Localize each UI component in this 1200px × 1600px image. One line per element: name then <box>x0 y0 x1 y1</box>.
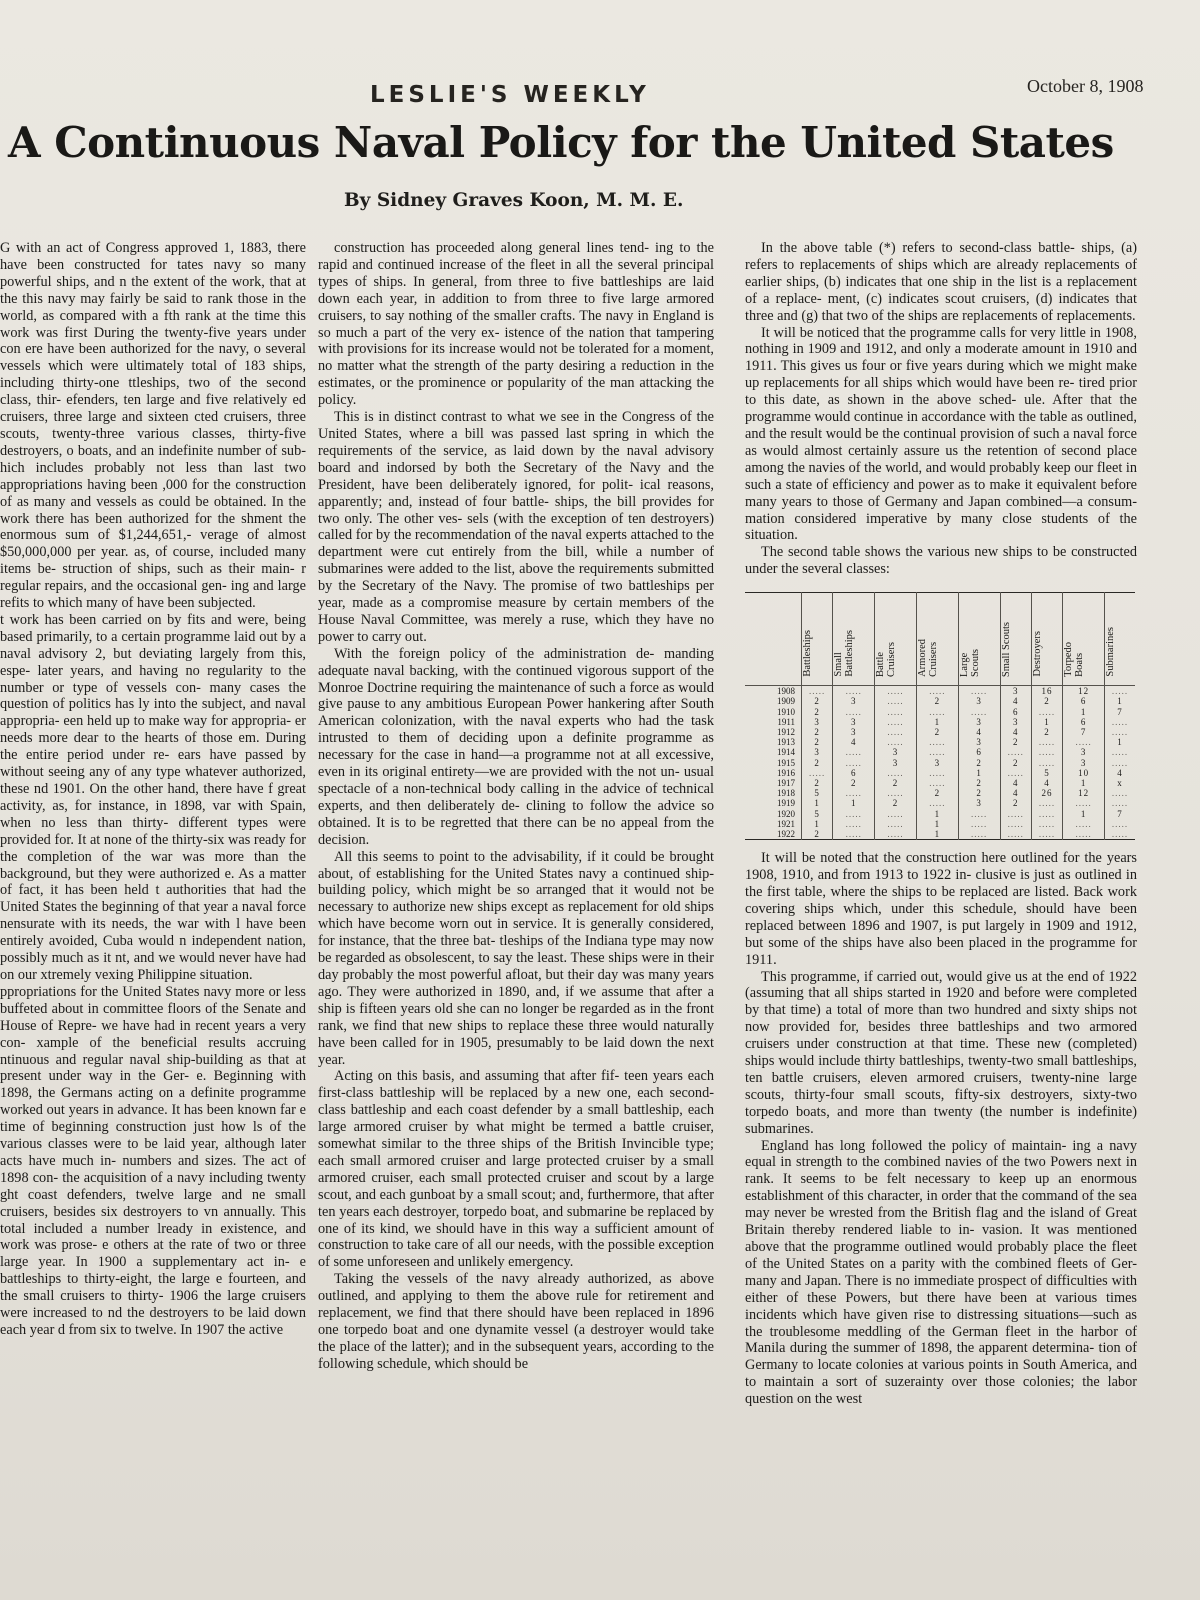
table-cell: 2 <box>802 707 833 717</box>
table-cell: ..... <box>958 809 1000 819</box>
table-cell: 1 <box>916 717 958 727</box>
table-cell: ..... <box>1000 809 1031 819</box>
table-cell: 2 <box>802 778 833 788</box>
table-cell: 7 <box>1105 707 1135 717</box>
table-cell: 1 <box>802 798 833 808</box>
table-cell: 2 <box>916 788 958 798</box>
table-header-battleships <box>802 593 833 686</box>
column-2-paragraph: Acting on this basis, and assuming that after fif- teen years each first-class battleship will be replaced by a new one, each second-class battleship and each coast defender by a small battleship, each large armored cruiser by what might be termed a battle cruiser, somewhat similar to the three ships of the British Invincible type; each small armored cruiser and large protected cruiser by a small armored cruiser, each small protected cruiser and scout by a large scout, and each gunboat by a small scout; and, furthermore, that after ten years each destroyer, torpedo boat, and submarine be replaced by one of its kind, we should have in this way a sufficient amount of construction to take care of all our needs, with the possible exception of some unforeseen and unlikely emergency. <box>318 1068 714 1271</box>
table-header-large-scouts <box>958 593 1000 686</box>
table-cell: x <box>1105 778 1135 788</box>
table-cell: 3 <box>958 798 1000 808</box>
table-cell: 1 <box>1063 809 1105 819</box>
table-cell: 4 <box>1000 727 1031 737</box>
table-year-cell: 1908 <box>777 686 795 697</box>
table-cell: 1 <box>958 768 1000 778</box>
table-cell: ..... <box>1105 829 1135 840</box>
table-cell: 2 <box>833 778 875 788</box>
table-cell: ..... <box>916 707 958 717</box>
table-header-destroyers <box>1031 593 1062 686</box>
table-cell: ..... <box>875 727 917 737</box>
table-cell: 26 <box>1031 788 1062 798</box>
table-cell: 3 <box>875 747 917 757</box>
table-header-row <box>745 593 1135 686</box>
table-cell: 10 <box>1063 768 1105 778</box>
table-cell: 6 <box>958 747 1000 757</box>
table-cell: 6 <box>833 768 875 778</box>
table-year-cell: 1910 <box>777 706 795 717</box>
table-cell: ..... <box>1105 747 1135 757</box>
table-cell: ..... <box>1105 788 1135 798</box>
table-cell: ..... <box>833 819 875 829</box>
table-year-cell: 1922 <box>777 828 795 839</box>
table-cell: 3 <box>833 717 875 727</box>
table-cell: 4 <box>1031 778 1062 788</box>
table-row <box>745 798 1135 808</box>
table-cell: ..... <box>802 768 833 778</box>
table-cell: 2 <box>1031 696 1062 706</box>
table-cell: 4 <box>958 727 1000 737</box>
table-cell: 5 <box>802 809 833 819</box>
table-cell: ..... <box>1063 737 1105 747</box>
table-cell: ..... <box>1000 768 1031 778</box>
column-3-paragraph: England has long followed the policy of maintain- ing a navy equal in strength to the combined navies of the two Powers next in rank. It seems to be felt necessary to keep up an enormous establishment of this character, in order that the command of the sea may never be wrested from the British flag and the island of Great Britain thereby rendered liable to in- vasion. It was mentioned above that the programme outlined would probably place the fleet of the United States on a parity with the combined fleets of Ger- many and Japan. There is no immediate prospect of difficulties with either of these Powers, but there have been at various times incidents which have given rise to distressing situations—such as the troublesome meddling of the German fleet in the harbor of Manila during the summer of 1898, the apparent determina- tion of Germany to locate colonies at various points in South America, and to maintain a sort of suzerainty over those colonies; the labor question on the west <box>745 1137 1137 1408</box>
table-cell: ..... <box>875 717 917 727</box>
column-3-paragraph: It will be noticed that the programme calls for very little in 1908, nothing in 1909 and 1912, and only a moderate amount in 1910 and 1911. This gives us four or five years during which we might make up replacements for all ships which would have been re- tired prior to this date, as shown in the above sched- ule. After that the programme would continue in accordance with the table as outlined, and the result would be the continual provision of such a naval force as would almost certainly assure us the retention of second place among the navies of the world, and would probably keep our fleet in such a state of efficiency and power as to make it equivalent before many years to those of Germany and Japan combined—a consum- mation considered imperative by many close students of the situation. <box>745 324 1137 544</box>
table-cell: 3 <box>1000 717 1031 727</box>
table-year-cell: 1909 <box>777 696 795 707</box>
table-header-label: Battleships <box>802 630 813 677</box>
table-cell: 6 <box>1063 717 1105 727</box>
table-cell: 2 <box>802 727 833 737</box>
table-cell: 2 <box>958 758 1000 768</box>
table-header-label: Battle Cruisers <box>875 641 898 677</box>
table-cell: 2 <box>916 727 958 737</box>
table-cell: 2 <box>875 778 917 788</box>
table-cell: ..... <box>1000 819 1031 829</box>
table-year-cell: 1917 <box>777 777 795 788</box>
table-cell: 2 <box>802 758 833 768</box>
table-cell: 2 <box>802 737 833 747</box>
table-cell: ..... <box>916 737 958 747</box>
column-2-paragraph: construction has proceeded along general lines tend- ing to the rapid and continued increase of the fleet in all the several principal types of ships. In general, from three to five battleships are laid down each year, in addition to from three to five large armored cruisers, to say nothing of the smaller crafts. The navy in England is so much a part of the very ex- istence of the nation that tampering with provisions for its increase would not be tolerated for a moment, no matter what the strength of the party desiring a reduction in the estimates, or the prominence or popularity of the man attacking the policy. <box>318 240 714 409</box>
table-cell: ..... <box>1105 798 1135 808</box>
table-year-cell: 1913 <box>777 737 795 748</box>
table-row <box>745 737 1135 747</box>
table-cell: 2 <box>958 788 1000 798</box>
construction-table-grid <box>745 592 1135 840</box>
table-cell: 1 <box>916 829 958 840</box>
table-cell: 1 <box>916 819 958 829</box>
column-1 <box>0 240 306 1600</box>
table-cell: 1 <box>1105 737 1135 747</box>
table-cell: ..... <box>802 686 833 697</box>
table-cell: 1 <box>802 819 833 829</box>
table-year-cell: 1918 <box>777 788 795 799</box>
table-cell: ..... <box>1031 758 1062 768</box>
table-cell: ..... <box>916 778 958 788</box>
table-cell: 2 <box>958 778 1000 788</box>
table-cell: 3 <box>802 717 833 727</box>
table-cell: ..... <box>1000 747 1031 757</box>
column-1-paragraph: ppropriations for the United States navy more or less buffeted about in committee floors of the Senate and House of Repre- we have had in recent years a very con- xample of the beneficial results accruing ntinuous and regular naval ship-building as that at present under way in the Ger- e. Beginning with 1898, the Germans acting on a definite programme worked out years in advance. It has been known far e time of beginning construction just how ls of the various classes were to be laid year, although later acts have much in- numbers and sizes. The act of 1898 con- the acquisition of a navy including twenty ght coast defenders, twelve large and ne small cruisers, besides six destroyers to vn annually. This total included a number lready in existence, and work was prose- e others at the rate of two or three large year. In 1900 a supplementary act in- e battleships to thirty-eight, the large e fourteen, and the small cruisers to thirty- 1906 the large cruisers were increased to nd the destroyers to be laid down each year d from six to twelve. In 1907 the active <box>0 983 306 1338</box>
table-header-label: Small Battleships <box>833 630 856 677</box>
table-header-armored-cruisers <box>916 593 958 686</box>
table-header-label: Destroyers <box>1031 631 1043 677</box>
table-cell: ..... <box>875 768 917 778</box>
table-cell: 12 <box>1063 686 1105 697</box>
table-cell: ..... <box>875 809 917 819</box>
table-cell: 3 <box>1063 758 1105 768</box>
table-cell: ..... <box>958 829 1000 840</box>
table-row <box>745 758 1135 768</box>
table-header-label: Large Scouts <box>958 648 981 677</box>
table-cell: 7 <box>1105 809 1135 819</box>
table-cell: 3 <box>833 727 875 737</box>
table-cell: 4 <box>1000 778 1031 788</box>
table-cell: ..... <box>1063 819 1105 829</box>
table-row <box>745 778 1135 788</box>
table-cell: 3 <box>958 696 1000 706</box>
table-cell: 2 <box>1000 758 1031 768</box>
table-cell: ..... <box>1031 809 1062 819</box>
table-cell: 3 <box>802 747 833 757</box>
table-body <box>745 686 1135 840</box>
column-3-paragraph: It will be noted that the construction here outlined for the years 1908, 1910, and from 1913 to 1922 in- clusive is just as outlined in the first table, where the ships to be replaced are listed. Back work covering ships which, under this schedule, should have been replaced between 1896 and 1907, is put largely in 1909 and 1912, but some of the ships have also been placed in the programme for 1911. <box>745 850 1137 968</box>
table-cell: ..... <box>833 788 875 798</box>
table-cell: 1 <box>1031 717 1062 727</box>
table-row <box>745 809 1135 819</box>
table-cell: 5 <box>1031 768 1062 778</box>
table-row <box>745 696 1135 706</box>
table-cell: ..... <box>1063 798 1105 808</box>
table-row <box>745 819 1135 829</box>
table-cell: 4 <box>833 737 875 747</box>
table-cell: 12 <box>1063 788 1105 798</box>
table-year-cell: 1914 <box>777 747 795 758</box>
table-cell: 2 <box>916 696 958 706</box>
table-cell: 6 <box>1000 707 1031 717</box>
table-cell: 4 <box>1000 788 1031 798</box>
table-row <box>745 829 1135 840</box>
table-cell: ..... <box>875 819 917 829</box>
table-cell: ..... <box>1000 829 1031 840</box>
table-header-label: Submarines <box>1105 627 1117 677</box>
column-2-paragraph: With the foreign policy of the administration de- manding adequate naval backing, with the continued vigorous support of the Monroe Doctrine requiring the maintenance of such a force as would give pause to any ambitious European Power hankering after South American colonization, with the naval experts who had the task intrusted to them of deciding upon a definite programme as necessary for the case in hand—a programme not at all excessive, even in its original entirety—we are provided with the not un- usual spectacle of a non-technical body calling in the advice of technical experts, and then deliberately de- clining to follow the advice so obtained. It is to be regretted that there can be no appeal from the decision. <box>318 645 714 848</box>
table-cell: ..... <box>833 707 875 717</box>
table-year-cell: 1920 <box>777 808 795 819</box>
table-cell: ..... <box>1031 707 1062 717</box>
column-3 <box>745 240 1137 1600</box>
column-2 <box>318 240 714 1600</box>
table-cell: ..... <box>875 788 917 798</box>
column-2-paragraph: All this seems to point to the advisability, if it could be brought about, of establishing for the United States navy a continued ship-building policy, which might be so arranged that it would not be necessary to authorize new ships except as replacement for old ships which have become worn out in service. It is generally considered, for instance, that the three bat- tleships of the Indiana type may now be regarded as obsolescent, to say the least. These ships were in their day probably the most powerful afloat, but their day was many years ago. They were authorized in 1890, and, if we assume that after a ship is fifteen years old she can no longer be regarded as in the front rank, we find that new ships to replace these three would naturally have been called for in 1905, presumably to be laid down the next year. <box>318 848 714 1068</box>
table-cell: 3 <box>875 758 917 768</box>
table-header-label: Torpedo Boats <box>1063 642 1086 677</box>
table-cell: 3 <box>958 737 1000 747</box>
table-cell: ..... <box>833 747 875 757</box>
table-cell: 3 <box>833 696 875 706</box>
table-cell: 1 <box>1063 707 1105 717</box>
table-header-small-scouts <box>1000 593 1031 686</box>
column-2-paragraph: Taking the vessels of the navy already authorized, as above outlined, and applying to them the above rule for retirement and replacement, we find that there should have been replaced in 1896 one torpedo boat and one dynamite vessel (a destroyer would take the place of the latter); and in the subsequent years, according to the following schedule, which should be <box>318 1271 714 1372</box>
column-3-paragraph: The second table shows the various new ships to be constructed under the several classes: <box>745 544 1137 578</box>
table-row <box>745 727 1135 737</box>
table-cell: ..... <box>958 686 1000 697</box>
table-cell: 2 <box>802 696 833 706</box>
table-cell: 6 <box>1063 696 1105 706</box>
table-header-year <box>745 593 802 686</box>
table-cell: 1 <box>1063 778 1105 788</box>
table-cell: ..... <box>1063 829 1105 840</box>
table-cell: 1 <box>916 809 958 819</box>
table-row <box>745 686 1135 697</box>
table-year-cell: 1916 <box>777 767 795 778</box>
table-header-battle-cruisers <box>875 593 917 686</box>
table-year-cell: 1921 <box>777 818 795 829</box>
table-row <box>745 747 1135 757</box>
table-cell: 5 <box>802 788 833 798</box>
table-cell: 2 <box>802 829 833 840</box>
article-byline: By Sidney Graves Koon, M. M. E. <box>344 190 684 211</box>
table-cell: ..... <box>1031 747 1062 757</box>
table-header-label: Armored Cruisers <box>916 639 939 677</box>
table-cell: 2 <box>1031 727 1062 737</box>
table-row <box>745 768 1135 778</box>
table-cell: ..... <box>958 819 1000 829</box>
issue-date: October 8, 1908 <box>1027 76 1144 96</box>
table-header-torpedo-boats <box>1063 593 1105 686</box>
table-cell: ..... <box>833 758 875 768</box>
article-headline: A Continuous Naval Policy for the United States <box>8 118 1114 167</box>
table-cell: ..... <box>1105 686 1135 697</box>
column-1-paragraph: t work has been carried on by fits and were, being based primarily, to a certain programme laid out by a naval advisory 2, but deviating largely from this, espe- later years, and having no regularity to the number or type of vessels con- many cases the question of politics has ly into the subject, and naval appropria- een held up to make way for appropria- er needs more dear to the hearts of those em. During the entire period under re- ears have passed by without seeing any of any type whatever authorized, these nd 1901. On the other hand, there have f great activity, as, for instance, in 1898, var with Spain, when no less than thirty- different types were provided for. It at none of the thirty-six was ready for the completion of the war was more than the background, but they were authorized e. As a matter of fact, it has been held t authorities that had the United States the beginning of that year a naval force nensurate with its needs, the war with l have been entirely avoided, Cuba would n independent nation, possibly much as it nt, and we would never have had on our xtremely vexing Philippine situation. <box>0 611 306 983</box>
column-2-paragraph: This is in distinct contrast to what we see in the Congress of the United States, where a bill was passed last spring in which the requirements of the service, as laid down by the naval advisory board and indorsed by both the Secretary of the Navy and the President, have been deliberately ignored, for polit- ical reasons, apparently; and, instead of four battle- ships, the bill provides for two only. The other ves- sels (with the exception of ten destroyers) called for by the recommendation of the naval experts attached to the department were cut entirely from the bill, while a number of submarines were added to the list, above the requirements submitted by the Secretary of the Navy. The promise of two battleships per year, made as a compromise measure by certain members of the House Naval Committee, was merely a ruse, which they have no power to carry out. <box>318 409 714 645</box>
table-row <box>745 788 1135 798</box>
table-cell: 2 <box>1000 798 1031 808</box>
table-header-small-battleships <box>833 593 875 686</box>
masthead: LESLIE'S WEEKLY <box>370 82 650 108</box>
table-cell: 2 <box>1000 737 1031 747</box>
column-3-paragraph: This programme, if carried out, would give us at the end of 1922 (assuming that all ships started in 1920 and before were completed by that time) a total of more than two hundred and sixty ships not now provided for, besides three battleships and two armored cruisers under construction at that time. These new (completed) ships would include thirty battleships, twenty-two small battleships, ten battle cruisers, eleven armored cruisers, twenty-nine large scouts, thirty-four small scouts, fifty-six destroyers, sixty-two torpedo boats, and more than twenty (the number is indefinite) submarines. <box>745 968 1137 1137</box>
column-3-paragraph: In the above table (*) refers to second-class battle- ships, (a) refers to replacements of ships which are already replacements of earlier ships, (b) indicates that one ship in the list is a replacement of a replace- ment, (c) indicates scout cruisers, (d) indicates that three and (g) that two of the ships are replacements of replacements. <box>745 240 1137 324</box>
table-cell: ..... <box>1105 758 1135 768</box>
table-year-cell: 1911 <box>777 716 795 727</box>
table-cell: ..... <box>833 829 875 840</box>
table-cell: ..... <box>833 686 875 697</box>
table-year-cell: 1919 <box>777 798 795 809</box>
table-cell: 7 <box>1063 727 1105 737</box>
table-cell: ..... <box>875 829 917 840</box>
table-cell: 1 <box>1105 696 1135 706</box>
table-cell: 3 <box>916 758 958 768</box>
column-1-paragraph: G with an act of Congress approved 1, 1883, there have been constructed for tates navy so many powerful ships, and n the extent of the work, that at the this navy may fairly be said to rank those in the world, as compared with a fth rank at the time this work was first During the twenty-five years under con ere have been authorized for the navy, o several vessels which were ultimately total of 183 ships, including thirty-one ttleships, two of the second class, thir- efenders, ten large and five relatively ed cruisers, three large and sixteen cted cruisers, three scouts, twenty-three various classes, thirty-five destroyers, o boats, and an indefinite number of sub- hich includes probably not less than last two appropriations having been ,000 for the construction of as many and vessels as could be obtained. In the work there has been authorized for the shment the enormous sum of $1,244,651,- verage of almost $50,000,000 per year. as, of course, included many items be- struction of ships, such as their main- r regular repairs, and the occasional gen- ing and large refits to which many of have been subjected. <box>0 240 306 612</box>
table-cell: ..... <box>958 707 1000 717</box>
table-cell: 16 <box>1031 686 1062 697</box>
table-cell: 4 <box>1105 768 1135 778</box>
table-cell: 3 <box>1000 686 1031 697</box>
table-year-cell: 1915 <box>777 757 795 768</box>
table-cell: ..... <box>1031 819 1062 829</box>
table-cell: ..... <box>916 686 958 697</box>
table-cell: ..... <box>833 809 875 819</box>
table-cell: ..... <box>1105 727 1135 737</box>
table-year-cell: 1912 <box>777 726 795 737</box>
table-cell: ..... <box>1031 798 1062 808</box>
table-row <box>745 717 1135 727</box>
table-cell: ..... <box>875 737 917 747</box>
construction-table <box>745 592 1135 840</box>
table-header-label: Small Scouts <box>1000 621 1012 677</box>
table-cell: ..... <box>1105 819 1135 829</box>
table-cell: ..... <box>916 798 958 808</box>
table-cell: 1 <box>833 798 875 808</box>
table-header-submarines <box>1105 593 1135 686</box>
table-row <box>745 707 1135 717</box>
table-cell: ..... <box>916 747 958 757</box>
table-cell: ..... <box>875 686 917 697</box>
table-cell: ..... <box>875 696 917 706</box>
table-cell: 4 <box>1000 696 1031 706</box>
table-cell: 2 <box>875 798 917 808</box>
table-cell: 3 <box>1063 747 1105 757</box>
table-cell: ..... <box>1031 829 1062 840</box>
table-cell: ..... <box>916 768 958 778</box>
table-cell: ..... <box>1031 737 1062 747</box>
table-cell: ..... <box>875 707 917 717</box>
table-cell: ..... <box>1105 717 1135 727</box>
table-cell: 3 <box>958 717 1000 727</box>
